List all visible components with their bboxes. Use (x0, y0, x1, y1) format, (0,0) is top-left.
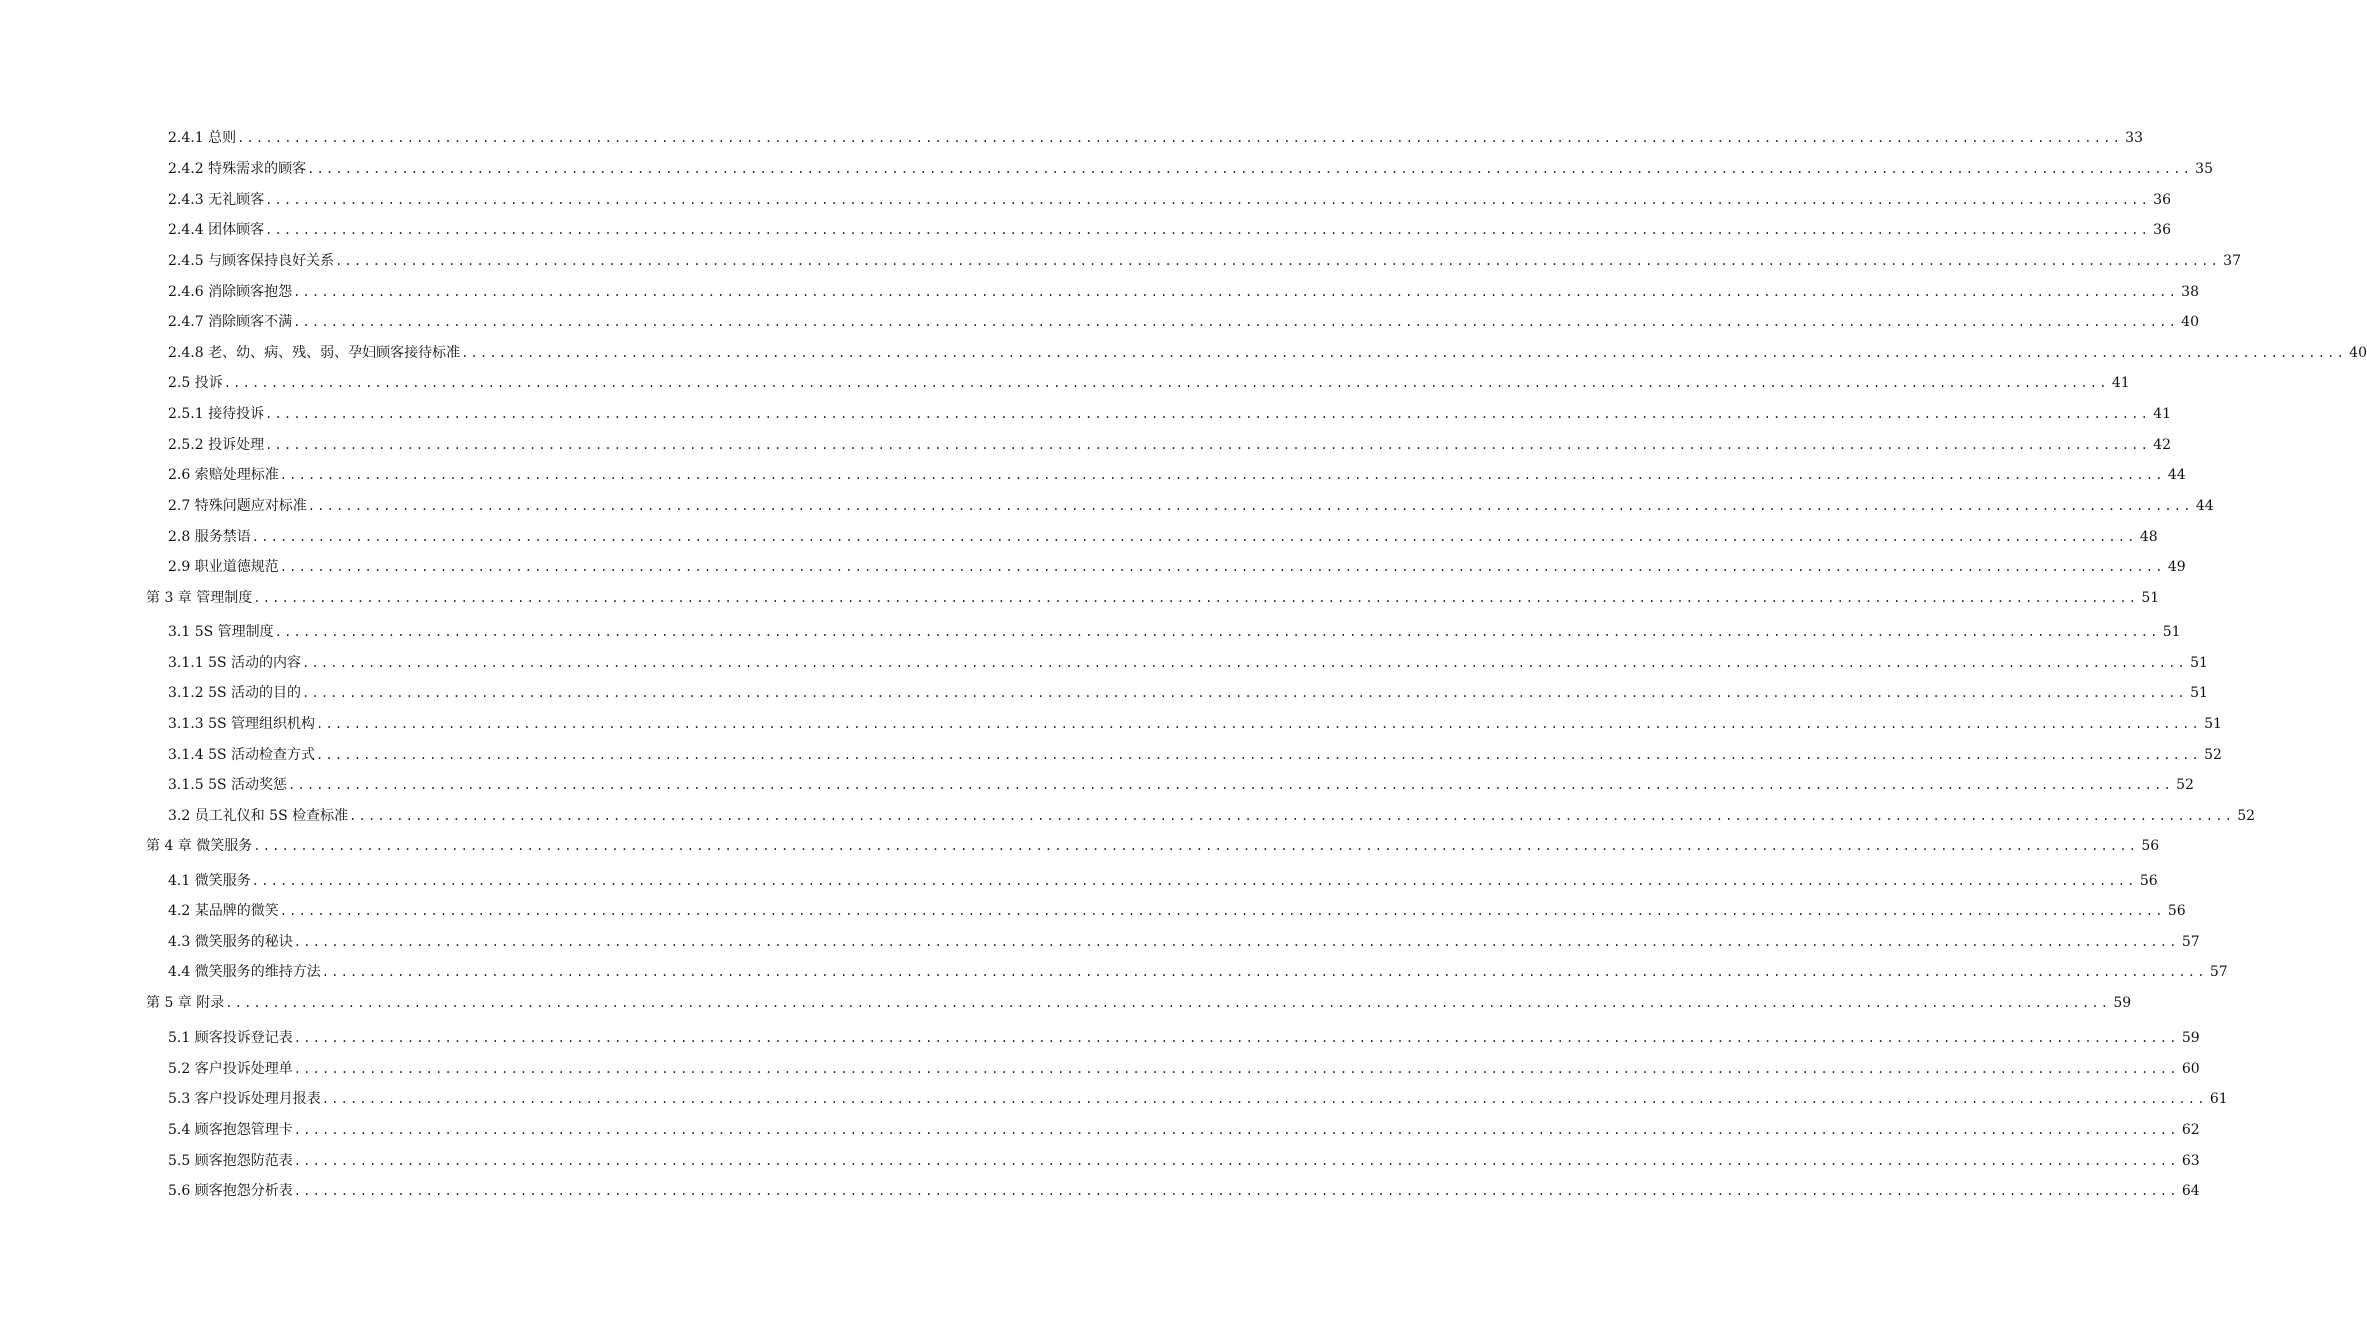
toc-dot-leader: ........................................................................................................................................................................................................ (302, 656, 2187, 670)
toc-page-number: 61 (2209, 1091, 2228, 1107)
toc-page-number: 40 (2349, 345, 2367, 361)
toc-entry-title: 第 3 章 管理制度 (146, 590, 253, 606)
toc-entry-title: 5.3 客户投诉处理月报表 (168, 1091, 321, 1107)
toc-entry-title: 5.2 客户投诉处理单 (168, 1061, 293, 1077)
toc-page-number: 57 (2181, 934, 2200, 950)
toc-page-number: 44 (2167, 467, 2186, 483)
toc-dot-leader: ........................................................................................................................................................................................................ (265, 193, 2150, 207)
toc-dot-leader: ........................................................................................................................................................................................................ (349, 809, 2235, 823)
toc-dot-leader: ........................................................................................................................................................................................................ (321, 965, 2207, 979)
toc-entry[interactable] (0, 556, 2186, 578)
toc-entry-title: 3.1.5 5S 活动奖惩 (168, 777, 288, 793)
toc-dot-leader: ........................................................................................................................................................................................................ (293, 285, 2178, 299)
toc-page-number: 33 (2125, 130, 2143, 146)
toc-entry[interactable] (0, 931, 2200, 953)
toc-entry[interactable] (0, 652, 2208, 674)
toc-dot-leader: ........................................................................................................................................................................................................ (265, 223, 2150, 237)
toc-entry-title: 3.1 5S 管理制度 (168, 624, 274, 640)
toc-entry[interactable] (0, 158, 2213, 180)
toc-dot-leader: ........................................................................................................................................................................................................ (237, 131, 2122, 145)
toc-dot-leader: ........................................................................................................................................................................................................ (302, 686, 2187, 700)
toc-entry-title: 2.4.2 特殊需求的顾客 (168, 161, 307, 177)
toc-entry-title: 2.7 特殊问题应对标准 (168, 498, 307, 514)
toc-entry-title: 2.5 投诉 (168, 375, 223, 391)
toc-dot-leader: ........................................................................................................................................................................................................ (293, 1062, 2179, 1076)
toc-entry[interactable] (0, 1119, 2200, 1141)
toc-entry-title: 第 4 章 微笑服务 (146, 838, 253, 854)
toc-page-number: 37 (2223, 253, 2241, 269)
toc-dot-leader: ........................................................................................................................................................................................................ (293, 935, 2179, 949)
toc-entry-title: 2.4.8 老、幼、病、残、弱、孕妇顾客接待标准 (168, 345, 461, 361)
toc-page-number: 44 (2195, 498, 2214, 514)
toc-entry-title: 5.4 顾客抱怨管理卡 (168, 1122, 293, 1138)
toc-dot-leader: ........................................................................................................................................................................................................ (279, 560, 2165, 574)
toc-entry-title: 3.1.3 5S 管理组织机构 (168, 716, 316, 732)
toc-entry[interactable] (0, 372, 2130, 394)
toc-page-number: 51 (2190, 685, 2208, 701)
toc-entry[interactable] (0, 1058, 2200, 1080)
toc-entry[interactable] (0, 1180, 2200, 1202)
toc-chapter-entry[interactable] (0, 992, 2132, 1014)
toc-entry-title: 3.2 员工礼仪和 5S 检查标准 (168, 808, 349, 824)
toc-entry[interactable] (0, 961, 2228, 983)
toc-entry-title: 2.4.3 无礼顾客 (168, 192, 265, 208)
toc-dot-leader: ........................................................................................................................................................................................................ (251, 874, 2137, 888)
toc-entry-title: 2.8 服务禁语 (168, 529, 251, 545)
toc-page-number: 59 (2113, 995, 2132, 1011)
toc-entry[interactable] (0, 189, 2171, 211)
toc-dot-leader: ........................................................................................................................................................................................................ (279, 468, 2165, 482)
toc-dot-leader: ........................................................................................................................................................................................................ (253, 591, 2139, 605)
toc-page-number: 56 (2141, 838, 2160, 854)
toc-dot-leader: ........................................................................................................................................................................................................ (293, 1184, 2179, 1198)
toc-entry[interactable] (0, 774, 2194, 796)
toc-entry-title: 2.5.2 投诉处理 (168, 437, 265, 453)
toc-page-number: 41 (2153, 406, 2171, 422)
toc-entry[interactable] (0, 434, 2171, 456)
toc-entry[interactable] (0, 805, 2256, 827)
toc-entry-title: 5.6 顾客抱怨分析表 (168, 1183, 293, 1199)
toc-entry-title: 4.2 某品牌的微笑 (168, 903, 279, 919)
toc-entry[interactable] (0, 250, 2241, 272)
toc-entry[interactable] (0, 127, 2143, 149)
toc-dot-leader: ........................................................................................................................................................................................................ (316, 717, 2201, 731)
toc-chapter-entry[interactable] (0, 835, 2160, 857)
toc-dot-leader: ........................................................................................................................................................................................................ (321, 1092, 2207, 1106)
toc-entry[interactable] (0, 1027, 2200, 1049)
toc-entry[interactable] (0, 526, 2158, 548)
toc-entry-title: 2.5.1 接待投诉 (168, 406, 265, 422)
toc-entry[interactable] (0, 621, 2181, 643)
toc-dot-leader: ........................................................................................................................................................................................................ (461, 346, 2346, 360)
toc-entry[interactable] (0, 281, 2199, 303)
toc-page-number: 63 (2181, 1153, 2200, 1169)
toc-page-number: 40 (2181, 314, 2199, 330)
toc-entry[interactable] (0, 1150, 2200, 1172)
toc-entry-title: 第 5 章 附录 (146, 995, 225, 1011)
toc-page-number: 56 (2139, 873, 2158, 889)
toc-dot-leader: ........................................................................................................................................................................................................ (223, 376, 2109, 390)
toc-entry-title: 2.4.1 总则 (168, 130, 237, 146)
toc-dot-leader: ........................................................................................................................................................................................................ (265, 407, 2150, 421)
toc-page-number: 59 (2181, 1030, 2200, 1046)
toc-entry-title: 5.5 顾客抱怨防范表 (168, 1153, 293, 1169)
toc-dot-leader: ........................................................................................................................................................................................................ (279, 904, 2165, 918)
toc-page-number: 57 (2209, 964, 2228, 980)
toc-dot-leader: ........................................................................................................................................................................................................ (251, 530, 2137, 544)
toc-entry[interactable] (0, 900, 2186, 922)
toc-page-number: 36 (2153, 222, 2171, 238)
toc-page-number: 49 (2167, 559, 2186, 575)
toc-entry[interactable] (0, 495, 2214, 517)
toc-entry[interactable] (0, 342, 2367, 364)
toc-entry-title: 4.3 微笑服务的秘诀 (168, 934, 293, 950)
toc-page-number: 56 (2167, 903, 2186, 919)
toc-entry-title: 4.1 微笑服务 (168, 873, 251, 889)
toc-page-number: 48 (2139, 529, 2158, 545)
toc-dot-leader: ........................................................................................................................................................................................................ (225, 996, 2111, 1010)
toc-page-number: 51 (2190, 655, 2208, 671)
toc-page-number: 52 (2237, 808, 2256, 824)
toc-dot-leader: ........................................................................................................................................................................................................ (293, 1154, 2179, 1168)
toc-dot-leader: ........................................................................................................................................................................................................ (265, 438, 2150, 452)
toc-entry-title: 2.4.5 与顾客保持良好关系 (168, 253, 335, 269)
toc-entry[interactable] (0, 744, 2222, 766)
toc-entry[interactable] (0, 682, 2208, 704)
toc-entry-title: 3.1.4 5S 活动检查方式 (168, 747, 316, 763)
toc-dot-leader: ........................................................................................................................................................................................................ (316, 748, 2201, 762)
toc-page-number: 36 (2153, 192, 2171, 208)
toc-dot-leader: ........................................................................................................................................................................................................ (288, 778, 2173, 792)
toc-entry[interactable] (0, 1088, 2228, 1110)
toc-dot-leader: ........................................................................................................................................................................................................ (274, 625, 2160, 639)
toc-dot-leader: ........................................................................................................................................................................................................ (253, 839, 2139, 853)
toc-entry-title: 2.6 索赔处理标准 (168, 467, 279, 483)
toc-entry[interactable] (0, 870, 2158, 892)
toc-entry[interactable] (0, 311, 2199, 333)
toc-entry-title: 5.1 顾客投诉登记表 (168, 1030, 293, 1046)
toc-page-number: 62 (2181, 1122, 2200, 1138)
toc-entry-title: 4.4 微笑服务的维持方法 (168, 964, 321, 980)
toc-entry-title: 2.4.4 团体顾客 (168, 222, 265, 238)
toc-page-number: 35 (2195, 161, 2213, 177)
toc-entry-title: 3.1.2 5S 活动的目的 (168, 685, 302, 701)
toc-page-number: 51 (2162, 624, 2181, 640)
toc-entry[interactable] (0, 219, 2171, 241)
toc-entry-title: 2.9 职业道德规范 (168, 559, 279, 575)
toc-page-number: 41 (2111, 375, 2130, 391)
toc-page-number: 52 (2204, 747, 2222, 763)
toc-page-number: 42 (2153, 437, 2171, 453)
toc-page-number: 64 (2181, 1183, 2200, 1199)
toc-page-number: 51 (2141, 590, 2160, 606)
toc-dot-leader: ........................................................................................................................................................................................................ (307, 499, 2193, 513)
toc-entry[interactable] (0, 464, 2186, 486)
toc-entry[interactable] (0, 403, 2171, 425)
toc-entry[interactable] (0, 713, 2222, 735)
toc-entry-title: 2.4.6 消除顾客抱怨 (168, 284, 293, 300)
toc-page-number: 51 (2204, 716, 2222, 732)
toc-dot-leader: ........................................................................................................................................................................................................ (293, 315, 2178, 329)
toc-page-number: 52 (2176, 777, 2194, 793)
toc-dot-leader: ........................................................................................................................................................................................................ (293, 1031, 2179, 1045)
toc-entry-title: 2.4.7 消除顾客不满 (168, 314, 293, 330)
toc-page-number: 38 (2181, 284, 2199, 300)
toc-entry-title: 3.1.1 5S 活动的内容 (168, 655, 302, 671)
toc-dot-leader: ........................................................................................................................................................................................................ (307, 162, 2192, 176)
toc-page-number: 60 (2181, 1061, 2200, 1077)
toc-dot-leader: ........................................................................................................................................................................................................ (293, 1123, 2179, 1137)
toc-dot-leader: ........................................................................................................................................................................................................ (335, 254, 2220, 268)
toc-chapter-entry[interactable] (0, 587, 2160, 609)
